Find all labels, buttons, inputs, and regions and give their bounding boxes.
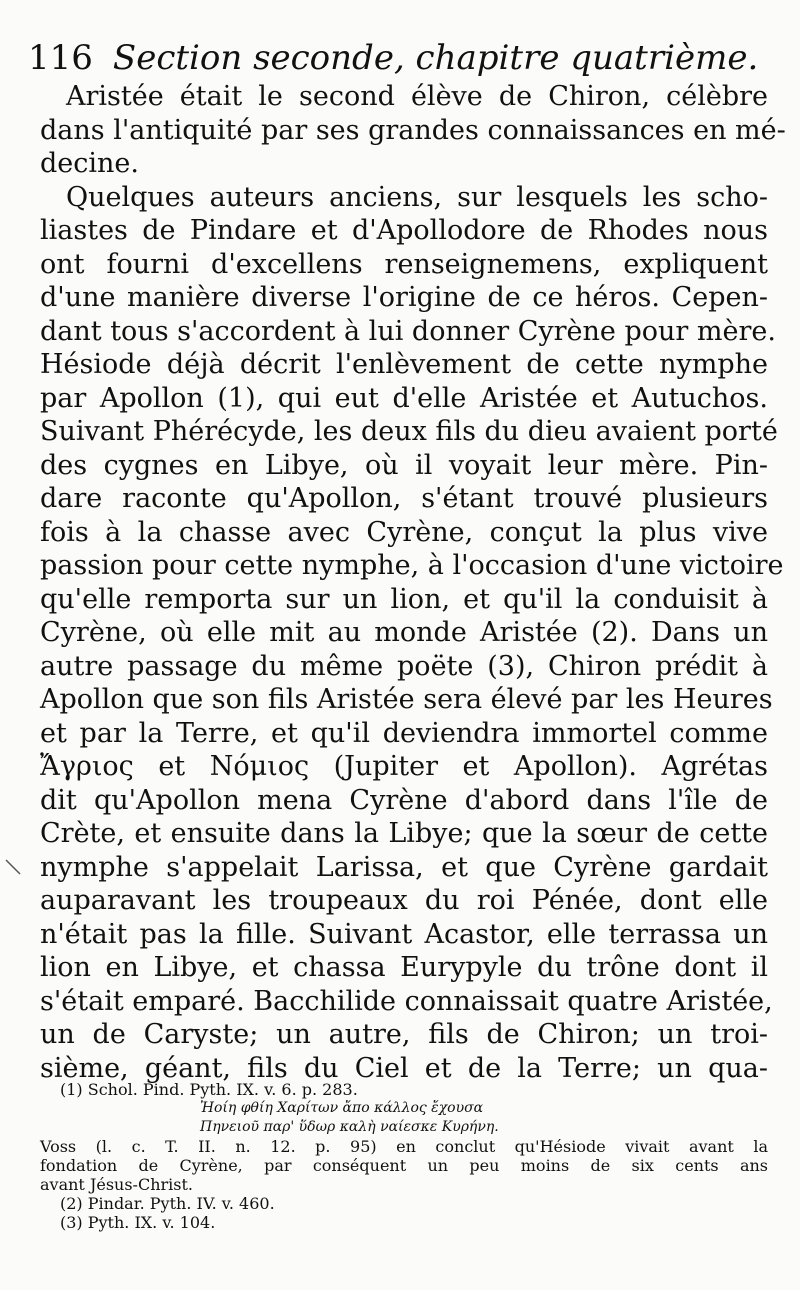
text-line: n'était pas la fille. Suivant Acastor, elle terrassa un [40, 918, 768, 950]
text-line: liastes de Pindare et d'Apollodore de Rhodes nous [40, 215, 768, 246]
text-line: passion pour cette nymphe, à l'occasion d'une victoire [40, 550, 784, 581]
text-line: fois à la chasse avec Cyrène, conçut la plus vive [40, 516, 768, 548]
text-line: dans l'antiquité par ses grandes connaissances en mé- [40, 114, 786, 146]
text-line: Quelques auteurs anciens, sur lesquels les scho- [66, 181, 768, 213]
body-text [40, 80, 786, 1085]
footnote-1-commentary: Voss (l. c. T. II. n. 12. p. 95) en conclut qu'Hésiode vivait avant la [40, 1137, 768, 1156]
page-number: 116 [28, 38, 93, 78]
text-line: Hésiode déjà décrit l'enlèvement de cette nymphe [40, 349, 768, 380]
footnote-1-greek-verse: Πηνειοῦ παρ' ὕδωρ καλὴ ναίεσκε Κυρήνη. [200, 1119, 499, 1135]
text-line: dant tous s'accordent à lui donner Cyrène pour mère. [40, 315, 776, 347]
footnote-3: (3) Pyth. IX. v. 104. [60, 1213, 216, 1232]
text-line: et par la Terre, et qu'il deviendra immortel comme [40, 717, 768, 749]
footnote-2: (2) Pindar. Pyth. IV. v. 460. [60, 1194, 275, 1213]
text-line: autre passage du même poëte (3), Chiron prédit à [40, 650, 768, 682]
text-line: lion en Libye, et chassa Eurypyle du trône dont il [40, 952, 768, 983]
text-line: Crète, et ensuite dans la Libye; que la sœur de cette [40, 818, 768, 849]
text-line: Ἄγριος et Νόμιος (Jupiter et Apollon). Agrétas [40, 751, 768, 782]
text-line: decine. [40, 148, 139, 179]
text-line: s'était emparé. Bacchilide connaissait quatre Aristée, [40, 985, 773, 1017]
text-line: d'une manière diverse l'origine de ce héros. Cepen- [40, 282, 768, 313]
text-line: Suivant Phérécyde, les deux fils du dieu avaient porté [40, 416, 778, 447]
text-line: des cygnes en Libye, où il voyait leur mère. Pin- [40, 449, 768, 481]
text-line: dare raconte qu'Apollon, s'étant trouvé plusieurs [40, 483, 768, 514]
running-head [28, 34, 768, 82]
footnote-1-greek-verse: Ἠοίη φθίη Χαρίτων ἄπο κάλλος ἔχουσα [200, 1100, 484, 1116]
text-line: Aristée était le second élève de Chiron, célèbre [66, 81, 768, 112]
text-line: par Apollon (1), qui eut d'elle Aristée et Autuchos. [40, 382, 768, 414]
footnote-1-commentary: fondation de Cyrène, par conséquent un peu moins de six cents ans [40, 1156, 768, 1175]
text-line: un de Caryste; un autre, fils de Chiron; un troi- [40, 1019, 768, 1050]
text-line: auparavant les troupeaux du roi Pénée, dont elle [40, 885, 768, 916]
text-line: dit qu'Apollon mena Cyrène d'abord dans l'île de [40, 784, 768, 816]
text-line: Cyrène, où elle mit au monde Aristée (2). Dans un [40, 617, 768, 648]
text-line: Apollon que son fils Aristée sera élevé par les Heures [40, 684, 773, 715]
footnote-1-commentary: avant Jésus-Christ. [40, 1175, 193, 1194]
margin-mark-icon [4, 858, 24, 878]
text-line: nymphe s'appelait Larissa, et que Cyrène gardait [40, 851, 768, 883]
text-line: qu'elle remporta sur un lion, et qu'il la conduisit à [40, 583, 768, 615]
footnotes [40, 1080, 768, 1232]
running-title: Section seconde, chapitre quatrième. [112, 38, 759, 78]
footnote-1-reference: (1) Schol. Pind. Pyth. IX. v. 6. p. 283. [60, 1080, 358, 1099]
text-line: sième, géant, fils du Ciel et de la Terre; un qua- [40, 1052, 768, 1084]
text-line: ont fourni d'excellens renseignemens, expliquent [40, 248, 768, 280]
